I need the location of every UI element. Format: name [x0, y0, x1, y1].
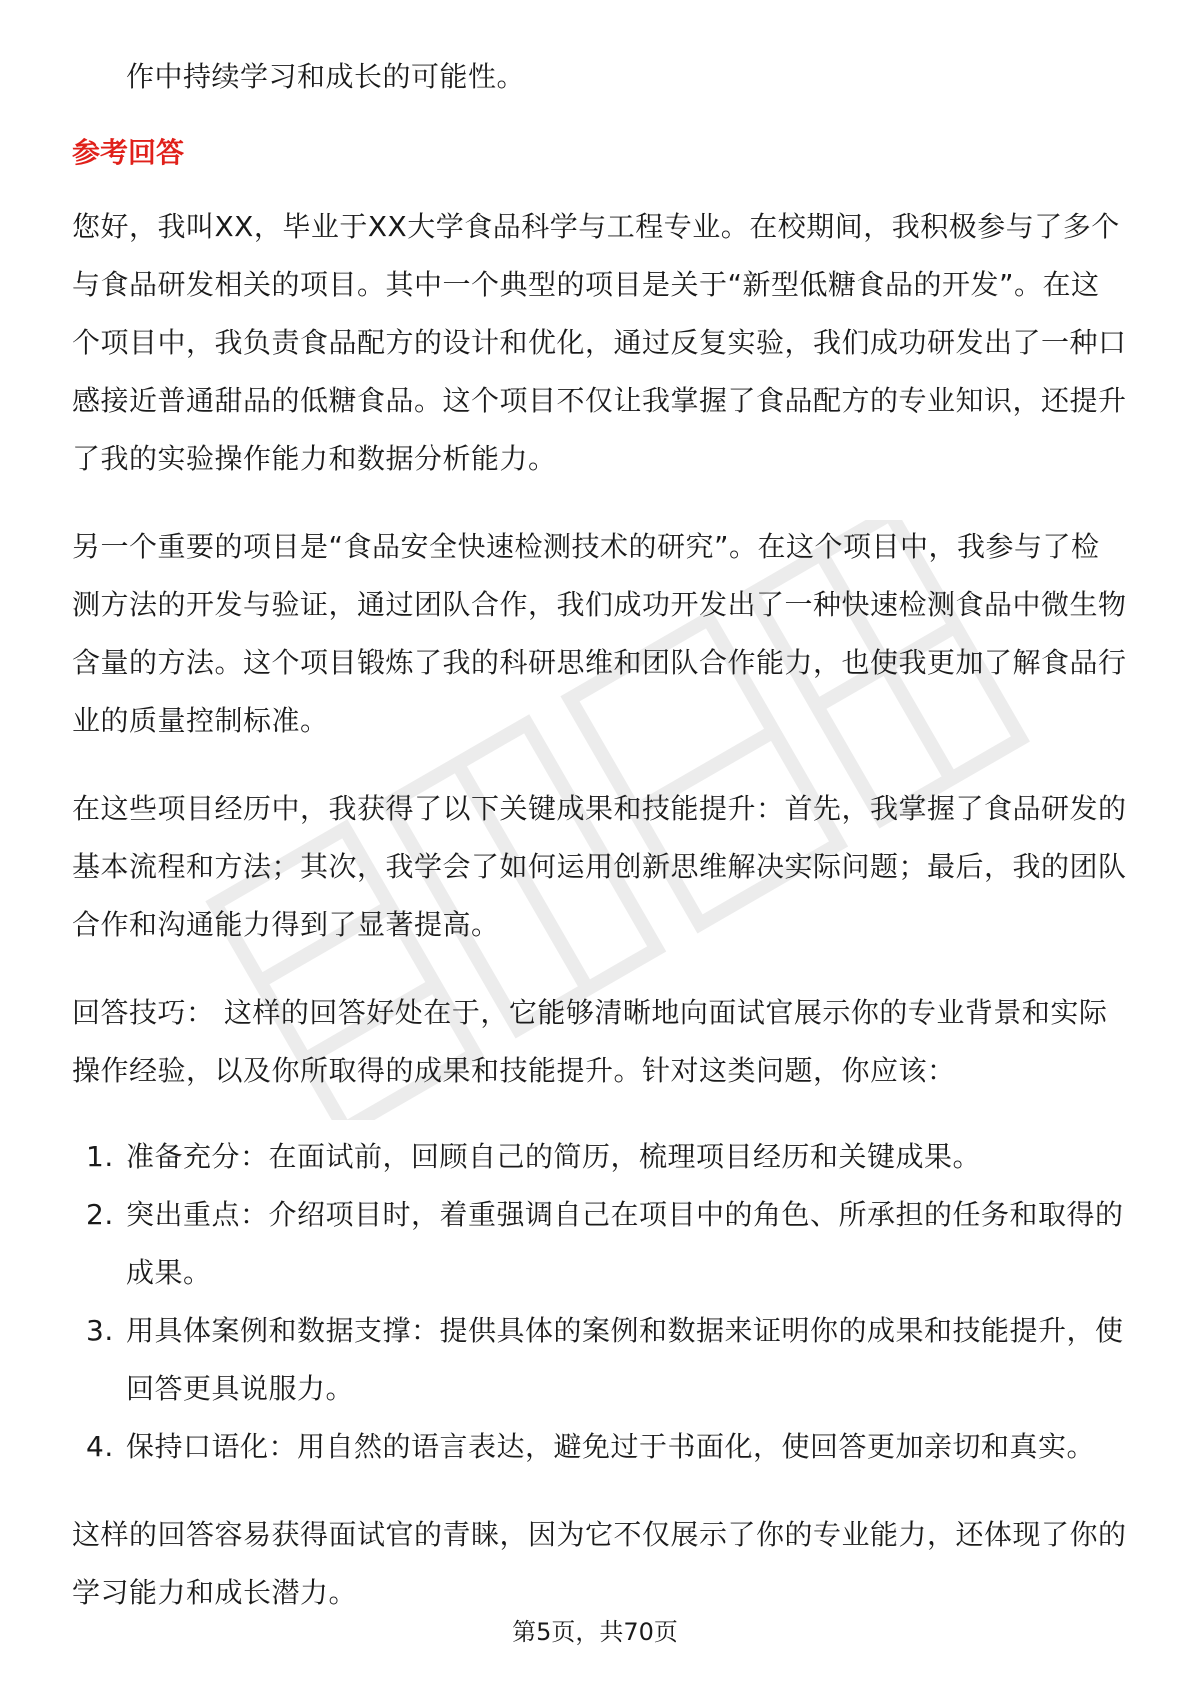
list-item-number: 2. — [86, 1198, 114, 1231]
list-item-number: 3. — [86, 1314, 114, 1347]
answer-paragraph-3: 在这些项目经历中，我获得了以下关键成果和技能提升：首先，我掌握了食品研发的基本流程和方法；其次，我学会了如何运用创新思维解决实际问题；最后，我的团队合作和沟通能力得到了显著提高。 — [72, 792, 1127, 941]
list-item-text: 准备充分：在面试前，回顾自己的简历，梳理项目经历和关键成果。 — [126, 1140, 982, 1173]
tips-intro-paragraph: 回答技巧： 这样的回答好处在于，它能够清晰地向面试官展示你的专业背景和实际操作经验，以及你所取得的成果和技能提升。针对这类问题，你应该： — [72, 996, 1108, 1087]
answer-paragraph-1: 您好，我叫XX，毕业于XX大学食品科学与工程专业。在校期间，我积极参与了多个与食品研发相关的项目。其中一个典型的项目是关于“新型低糖食品的开发”。在这个项目中，我负责食品配方的设计和优化，通过反复实验，我们成功研发出了一种口感接近普通甜品的低糖食品。这个项目不仅让我掌握了食品配方的专业知识，还提升了我的实验操作能力和数据分析能力。 — [72, 210, 1127, 475]
tips-list — [72, 1128, 1128, 1476]
list-item-number: 4. — [86, 1430, 114, 1463]
list-item — [72, 1302, 1128, 1418]
list-item-number: 1. — [86, 1140, 114, 1173]
section-heading: 参考回答 — [72, 136, 185, 169]
closing-paragraph: 这样的回答容易获得面试官的青睐，因为它不仅展示了你的专业能力，还体现了你的学习能力和成长潜力。 — [72, 1518, 1127, 1609]
list-item-text: 用具体案例和数据支撑：提供具体的案例和数据来证明你的成果和技能提升，使回答更具说服力。 — [126, 1314, 1124, 1405]
list-item — [72, 1128, 1128, 1186]
list-item — [72, 1418, 1128, 1476]
list-item-text: 突出重点：介绍项目时，着重强调自己在项目中的角色、所承担的任务和取得的成果。 — [126, 1198, 1124, 1289]
document-body — [72, 48, 1128, 1622]
intro-continuation: 作中持续学习和成长的可能性。 — [126, 60, 526, 93]
list-item-text: 保持口语化：用自然的语言表达，避免过于书面化，使回答更加亲切和真实。 — [126, 1430, 1096, 1463]
list-item — [72, 1186, 1128, 1302]
answer-paragraph-2: 另一个重要的项目是“食品安全快速检测技术的研究”。在这个项目中，我参与了检测方法的开发与验证，通过团队合作，我们成功开发出了一种快速检测食品中微生物含量的方法。这个项目锻炼了我的科研思维和团队合作能力，也使我更加了解食品行业的质量控制标准。 — [72, 530, 1127, 737]
page-footer: 第5页，共70页 — [512, 1618, 678, 1646]
